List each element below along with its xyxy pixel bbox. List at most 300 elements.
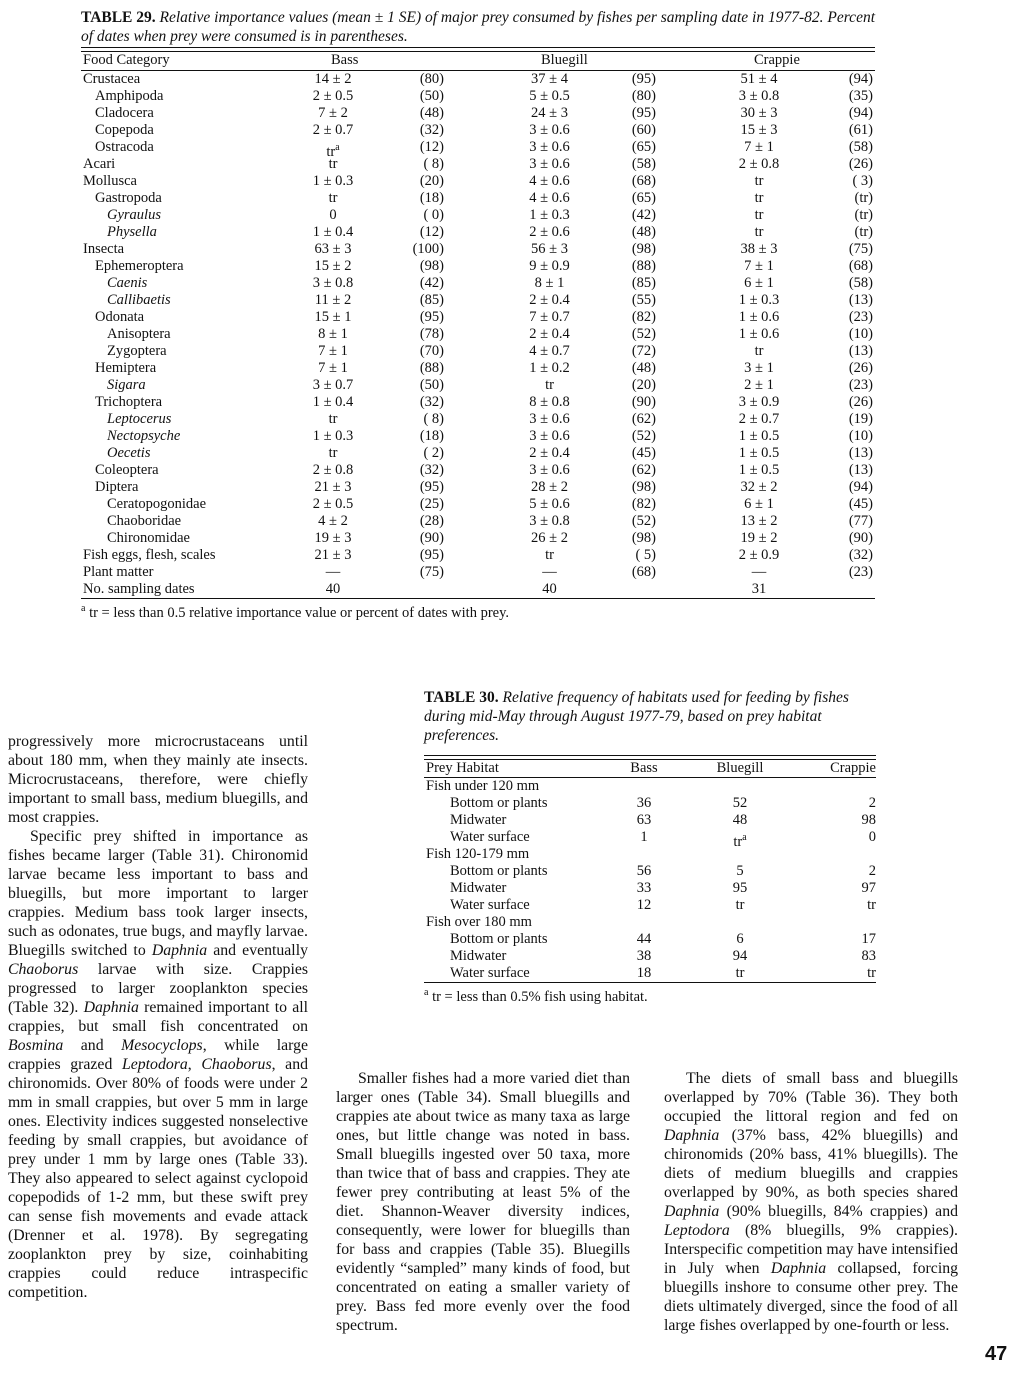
crappie-percent: (tr) — [854, 190, 873, 206]
crappie-value: 2 — [868, 795, 876, 811]
bluegill-percent: (52) — [631, 428, 656, 444]
bluegill-mean: 2 ± 0.4 — [529, 292, 570, 308]
table-row — [81, 224, 875, 241]
table-row — [424, 914, 876, 931]
bass-percent: (32) — [419, 462, 444, 478]
bluegill-value: 6 — [736, 931, 744, 947]
row-label: Nectopsyche — [107, 428, 181, 444]
bass-percent: (80) — [419, 71, 444, 87]
bluegill-mean: 2 ± 0.4 — [529, 445, 570, 461]
bluegill-percent: (98) — [631, 479, 656, 495]
row-label: Zygoptera — [107, 343, 167, 359]
crappie-percent: (26) — [848, 360, 873, 376]
bass-mean: tr — [328, 156, 338, 172]
bass-percent: (32) — [419, 394, 444, 410]
crappie-percent: (45) — [848, 496, 873, 512]
table-row — [81, 156, 875, 173]
table-row — [424, 931, 876, 948]
bluegill-mean: 3 ± 0.6 — [529, 122, 570, 138]
table-row — [81, 394, 875, 411]
bass-mean: 15 ± 2 — [314, 258, 352, 274]
bluegill-percent: (82) — [631, 496, 656, 512]
table-row — [424, 795, 876, 812]
crappie-value: 98 — [861, 812, 876, 828]
table30-header — [424, 760, 876, 778]
crappie-mean: 2 ± 0.8 — [738, 156, 780, 172]
row-label: Caenis — [107, 275, 148, 291]
crappie-mean: 2 ± 1 — [744, 377, 774, 393]
bass-value: 36 — [636, 795, 652, 811]
table-row — [81, 173, 875, 190]
bass-percent: (12) — [419, 224, 444, 240]
bluegill-mean: 8 ± 0.8 — [529, 394, 570, 410]
body-column-3 — [664, 1069, 958, 1335]
bluegill-percent: ( 5) — [635, 547, 656, 563]
paragraph: Specific prey shifted in importance as fishes became larger (Table 31). Chironomid larvae became less important to bass and bluegills, but more important to larger crappies. Medium bass took larger insects, such as odonates, true bugs, and mayfly larvae. Bluegills switched to Daphnia and eventually Chaoborus larvae with size. Crappies progressed to larger zooplankton species (Table 32). Daphnia remained important to all crappies, but small fish concentrated on Bosmina and Mesocyclops, while large crappies grazed Leptodora, Chaoborus, and chironomids. Over 80% of foods were under 2 mm in small crappies, but over 5 mm in large ones. Electivity indices suggested nonselective feeding by small crappies, but avoidance of prey under 1 mm by large ones (Table 33). They also appeared to select against cyclopoid copepodids of 1-2 mm, but these swift prey can sense fish movements and evade attack (Drenner et al. 1978). By segregating zooplankton prey by size, coinhabiting crappies could reduce intraspecific competition. — [8, 828, 308, 1301]
bluegill-mean: 5 ± 0.5 — [529, 88, 570, 104]
footnote-mark: a — [742, 832, 747, 843]
table-row — [81, 479, 875, 496]
table29-header — [81, 52, 875, 71]
row-label: Oecetis — [107, 445, 151, 461]
crappie-mean: 1 ± 0.5 — [738, 462, 780, 478]
crappie-mean: 1 ± 0.3 — [738, 292, 780, 308]
table-row — [424, 948, 876, 965]
bluegill-mean: 26 ± 2 — [531, 530, 568, 546]
crappie-value: 0 — [868, 829, 876, 845]
bass-percent: ( 8) — [423, 156, 444, 172]
table-row — [81, 428, 875, 445]
bass-percent: (32) — [419, 122, 444, 138]
row-label: Ostracoda — [95, 139, 154, 155]
crappie-percent: (94) — [848, 71, 873, 87]
row-label: Fish over 180 mm — [426, 914, 532, 930]
row-label: No. sampling dates — [83, 581, 195, 597]
table-row — [81, 207, 875, 224]
row-label: Midwater — [450, 812, 507, 828]
row-label: Ceratopogonidae — [107, 496, 207, 512]
table-row — [81, 564, 875, 581]
table-row — [81, 326, 875, 343]
crappie-percent: (23) — [848, 377, 873, 393]
bluegill-percent: (62) — [631, 411, 656, 427]
crappie-mean: 38 ± 3 — [740, 241, 778, 257]
crappie-mean: 31 — [751, 581, 767, 597]
row-label: Bottom or plants — [450, 795, 548, 811]
row-label: Chaoboridae — [107, 513, 182, 529]
header-bluegill: Bluegill — [541, 52, 588, 68]
row-label: Fish eggs, flesh, scales — [83, 547, 216, 563]
crappie-mean: 3 ± 0.8 — [738, 88, 780, 104]
crappie-mean: 1 ± 0.6 — [738, 326, 780, 342]
table-row — [424, 829, 876, 850]
bluegill-mean: 5 ± 0.6 — [529, 496, 570, 512]
row-label: Diptera — [95, 479, 139, 495]
crappie-percent: (10) — [848, 428, 873, 444]
bluegill-mean: 7 ± 0.7 — [529, 309, 570, 325]
header-prey-habitat: Prey Habitat — [426, 760, 499, 776]
bass-value: 12 — [636, 897, 652, 913]
table-row — [81, 292, 875, 309]
crappie-mean: 6 ± 1 — [744, 275, 774, 291]
crappie-percent: (94) — [848, 479, 873, 495]
bluegill-mean: 4 ± 0.7 — [529, 343, 570, 359]
bass-mean: 21 ± 3 — [314, 479, 352, 495]
table30-caption — [424, 688, 874, 745]
table-row — [81, 530, 875, 547]
crappie-mean: 1 ± 0.5 — [738, 428, 780, 444]
bass-percent: (100) — [412, 241, 444, 257]
bluegill-mean: 3 ± 0.6 — [529, 139, 570, 155]
bass-mean: 14 ± 2 — [314, 71, 352, 87]
bass-mean: 11 ± 2 — [314, 292, 352, 308]
bluegill-percent: (20) — [631, 377, 656, 393]
bluegill-value: 48 — [732, 812, 748, 828]
row-label: Leptocerus — [107, 411, 172, 427]
bass-percent: (18) — [419, 190, 444, 206]
row-label: Gastropoda — [95, 190, 162, 206]
bluegill-mean: 24 ± 3 — [531, 105, 568, 121]
bluegill-mean: — — [542, 564, 557, 580]
row-label: Midwater — [450, 948, 507, 964]
row-label: Copepoda — [95, 122, 154, 138]
body-column-2 — [336, 1069, 630, 1335]
crappie-percent: (32) — [848, 547, 873, 563]
crappie-percent: (tr) — [854, 224, 873, 240]
bass-mean: 2 ± 0.7 — [312, 122, 354, 138]
table-row — [81, 513, 875, 530]
bluegill-mean: 2 ± 0.4 — [529, 326, 570, 342]
bluegill-mean: 2 ± 0.6 — [529, 224, 570, 240]
row-label: Chironomidae — [107, 530, 190, 546]
crappie-percent: ( 3) — [852, 173, 873, 189]
row-label: Fish 120-179 mm — [426, 846, 530, 862]
bass-percent: (20) — [419, 173, 444, 189]
bluegill-mean: 37 ± 4 — [531, 71, 568, 87]
table30 — [424, 755, 876, 1006]
bluegill-percent: (85) — [631, 275, 656, 291]
row-label: Amphipoda — [95, 88, 164, 104]
bluegill-percent: (48) — [631, 360, 656, 376]
bluegill-mean: 28 ± 2 — [531, 479, 568, 495]
crappie-percent: (10) — [848, 326, 873, 342]
crappie-percent: (90) — [848, 530, 873, 546]
row-label: Callibaetis — [107, 292, 171, 308]
table-row — [81, 241, 875, 258]
row-label: Hemiptera — [95, 360, 157, 376]
bass-percent: (90) — [419, 530, 444, 546]
row-label: Anisoptera — [107, 326, 171, 342]
crappie-percent: (94) — [848, 105, 873, 121]
row-label: Fish under 120 mm — [426, 778, 540, 794]
bass-mean: 1 ± 0.4 — [312, 224, 354, 240]
bluegill-percent: (72) — [631, 343, 656, 359]
table-row — [81, 411, 875, 428]
bass-percent: (50) — [419, 377, 444, 393]
bass-mean-text: tr — [326, 143, 336, 160]
footnote-mark: a — [335, 142, 340, 153]
crappie-mean: 15 ± 3 — [740, 122, 778, 138]
bluegill-value: 5 — [736, 863, 744, 879]
crappie-mean: 6 ± 1 — [744, 496, 774, 512]
bass-mean: 7 ± 2 — [318, 105, 348, 121]
row-label: Crustacea — [83, 71, 141, 87]
page-number: 47 — [985, 1343, 1008, 1365]
bluegill-value: 52 — [732, 795, 748, 811]
table29-footnote — [81, 603, 875, 622]
bluegill-mean: 4 ± 0.6 — [529, 173, 570, 189]
table-row — [81, 258, 875, 275]
bass-percent: (12) — [419, 139, 444, 155]
bass-percent: ( 8) — [423, 411, 444, 427]
bass-mean: 1 ± 0.3 — [312, 428, 354, 444]
crappie-mean: 2 ± 0.7 — [738, 411, 780, 427]
bluegill-mean: 40 — [542, 581, 557, 597]
bluegill-percent: (98) — [631, 530, 656, 546]
row-label: Acari — [83, 156, 116, 172]
bass-percent: (25) — [419, 496, 444, 512]
row-label: Bottom or plants — [450, 863, 548, 879]
table-row — [81, 88, 875, 105]
bass-percent: (98) — [419, 258, 444, 274]
bluegill-percent: (45) — [631, 445, 656, 461]
bass-percent: (95) — [419, 547, 444, 563]
row-label: Mollusca — [83, 173, 137, 189]
bass-percent: (95) — [419, 479, 444, 495]
bass-mean: 2 ± 0.5 — [312, 496, 354, 512]
crappie-mean: 3 ± 0.9 — [738, 394, 780, 410]
bass-mean: 1 ± 0.4 — [312, 394, 354, 410]
crappie-percent: (13) — [848, 343, 873, 359]
bluegill-value: 94 — [732, 948, 748, 964]
crappie-mean: tr — [754, 173, 764, 189]
table-row — [424, 897, 876, 914]
bluegill-percent: (42) — [631, 207, 656, 223]
table-row — [81, 309, 875, 326]
footnote-text: tr = less than 0.5 relative importance value or percent of dates with prey. — [89, 604, 510, 621]
bass-percent: (28) — [419, 513, 444, 529]
table-row — [81, 122, 875, 139]
crappie-mean: tr — [754, 343, 764, 359]
bluegill-percent: (65) — [631, 190, 656, 206]
bluegill-mean: 56 ± 3 — [531, 241, 568, 257]
row-label: Coleoptera — [95, 462, 159, 478]
bluegill-percent: (90) — [631, 394, 656, 410]
bass-mean: 2 ± 0.8 — [312, 462, 354, 478]
bluegill-mean: tr — [545, 377, 554, 393]
bluegill-mean: 3 ± 0.8 — [529, 513, 570, 529]
bluegill-mean: 1 ± 0.3 — [529, 207, 570, 223]
table-row — [81, 343, 875, 360]
bluegill-percent: (55) — [631, 292, 656, 308]
bluegill-mean: 1 ± 0.2 — [529, 360, 570, 376]
table29-caption-text: Relative importance values (mean ± 1 SE) of major prey consumed by fishes per sampling date in 1977-82. Percent of dates when prey were consumed is in parentheses. — [81, 9, 875, 45]
table-row — [81, 105, 875, 122]
bass-value: 44 — [636, 931, 652, 947]
crappie-percent: (61) — [848, 122, 873, 138]
bass-value: 18 — [636, 965, 652, 981]
crappie-percent: (77) — [848, 513, 873, 529]
bass-percent: (42) — [419, 275, 444, 291]
table-row — [81, 547, 875, 564]
footnote-mark: a — [81, 603, 86, 614]
header-bass: Bass — [331, 52, 359, 68]
row-label: Water surface — [450, 897, 530, 913]
bluegill-percent: (52) — [631, 326, 656, 342]
crappie-value: 97 — [861, 880, 876, 896]
crappie-percent: (13) — [848, 292, 873, 308]
bluegill-percent: (88) — [631, 258, 656, 274]
bass-mean: 7 ± 1 — [318, 360, 348, 376]
crappie-mean: 1 ± 0.6 — [738, 309, 780, 325]
bluegill-percent: (95) — [631, 105, 656, 121]
table30-label: TABLE 30. — [424, 689, 499, 706]
bluegill-percent: (98) — [631, 241, 656, 257]
crappie-percent: (tr) — [854, 207, 873, 223]
row-label: Gyraulus — [107, 207, 161, 223]
bluegill-percent: (52) — [631, 513, 656, 529]
footnote-mark: a — [424, 987, 429, 998]
table30-body — [424, 778, 876, 982]
header-bass: Bass — [630, 760, 658, 776]
crappie-mean: 1 ± 0.5 — [738, 445, 780, 461]
crappie-percent: (75) — [848, 241, 873, 257]
crappie-percent: (35) — [848, 88, 873, 104]
table-row — [424, 880, 876, 897]
row-label: Midwater — [450, 880, 507, 896]
bass-mean: 3 ± 0.8 — [312, 275, 354, 291]
bass-mean: — — [325, 564, 341, 580]
bass-value: 1 — [640, 829, 648, 845]
header-crappie: Crappie — [754, 52, 800, 68]
bluegill-percent: (65) — [631, 139, 656, 155]
bass-percent: (48) — [419, 105, 444, 121]
table-row — [81, 139, 875, 160]
footnote-text: tr = less than 0.5% fish using habitat. — [432, 988, 648, 1005]
bass-percent: (78) — [419, 326, 444, 342]
bass-mean: 4 ± 2 — [318, 513, 348, 529]
bluegill-mean: 8 ± 1 — [534, 275, 565, 291]
crappie-mean: 3 ± 1 — [744, 360, 774, 376]
header-bluegill: Bluegill — [716, 760, 764, 776]
table-row — [81, 462, 875, 479]
table29-body — [81, 71, 875, 598]
crappie-percent: (26) — [848, 156, 873, 172]
bluegill-percent: (62) — [631, 462, 656, 478]
crappie-percent: (19) — [848, 411, 873, 427]
row-label: Plant matter — [83, 564, 154, 580]
row-label: Insecta — [83, 241, 125, 257]
bass-percent: (75) — [419, 564, 444, 580]
bass-mean: 0 — [329, 207, 337, 223]
table-row — [424, 812, 876, 829]
row-label: Odonata — [95, 309, 145, 325]
body-column-1 — [8, 732, 308, 1302]
bluegill-mean: tr — [545, 547, 554, 563]
crappie-value: 2 — [868, 863, 876, 879]
bass-percent: (85) — [419, 292, 444, 308]
table-row — [81, 445, 875, 462]
crappie-mean: 30 ± 3 — [740, 105, 778, 121]
bluegill-percent: (58) — [631, 156, 656, 172]
table-row — [81, 275, 875, 292]
bass-mean: 2 ± 0.5 — [312, 88, 354, 104]
crappie-mean: tr — [754, 207, 764, 223]
bluegill-mean: 4 ± 0.6 — [529, 190, 570, 206]
table30-footnote — [424, 987, 876, 1006]
bluegill-value: tr — [735, 897, 745, 913]
header-food-category: Food Category — [83, 52, 170, 68]
crappie-mean: 7 ± 1 — [744, 258, 774, 274]
table-row — [81, 377, 875, 394]
bass-mean: 19 ± 3 — [314, 530, 352, 546]
bluegill-percent: (82) — [631, 309, 656, 325]
bass-mean: tr — [328, 445, 338, 461]
table-row — [424, 778, 876, 795]
bass-mean: tr — [328, 190, 338, 206]
table-row — [81, 71, 875, 88]
bluegill-value: tr — [735, 965, 745, 981]
table-row — [424, 863, 876, 880]
crappie-mean: 2 ± 0.9 — [738, 547, 780, 563]
table30-bottom-rule — [424, 982, 876, 983]
crappie-percent: (58) — [848, 275, 873, 291]
table-row — [424, 965, 876, 982]
bluegill-percent: (48) — [631, 224, 656, 240]
bluegill-percent: (60) — [631, 122, 656, 138]
row-label: Ephemeroptera — [95, 258, 184, 274]
crappie-mean: 32 ± 2 — [740, 479, 778, 495]
crappie-mean: 13 ± 2 — [740, 513, 778, 529]
bluegill-value-text: tr — [733, 833, 743, 850]
crappie-percent: (68) — [848, 258, 873, 274]
bass-percent: (95) — [419, 309, 444, 325]
bass-percent: (18) — [419, 428, 444, 444]
table-row — [81, 581, 875, 598]
crappie-mean: tr — [754, 190, 764, 206]
bluegill-percent: (80) — [631, 88, 656, 104]
bass-value: 33 — [636, 880, 652, 896]
paragraph: progressively more microcrustaceans until about 180 mm, when they mainly ate insects. Microcrustaceans, therefore, were chiefly important to small bass, medium bluegills, and most crappies. — [8, 733, 308, 826]
bass-mean: 3 ± 0.7 — [312, 377, 354, 393]
crappie-value: tr — [867, 965, 876, 981]
bass-value: 63 — [636, 812, 652, 828]
bluegill-mean: 3 ± 0.6 — [529, 462, 570, 478]
bluegill-percent: (68) — [631, 564, 656, 580]
bass-mean: 21 ± 3 — [314, 547, 352, 563]
row-label: Water surface — [450, 829, 530, 845]
row-label: Water surface — [450, 965, 530, 981]
bass-mean: 8 ± 1 — [318, 326, 348, 342]
crappie-percent: (58) — [848, 139, 873, 155]
bass-percent: ( 0) — [423, 207, 444, 223]
table-row — [424, 846, 876, 863]
bass-mean: 40 — [325, 581, 341, 597]
row-label: Trichoptera — [95, 394, 163, 410]
table29-label: TABLE 29. — [81, 9, 156, 26]
crappie-mean: tr — [754, 224, 764, 240]
crappie-percent: (23) — [848, 564, 873, 580]
bluegill-mean: 9 ± 0.9 — [529, 258, 570, 274]
table29-caption — [81, 8, 881, 46]
bass-mean: 1 ± 0.3 — [312, 173, 354, 189]
bluegill-mean: 3 ± 0.6 — [529, 411, 570, 427]
crappie-percent: (23) — [848, 309, 873, 325]
bluegill-percent: (95) — [631, 71, 656, 87]
bass-percent: (50) — [419, 88, 444, 104]
bluegill-mean: 3 ± 0.6 — [529, 428, 570, 444]
table29 — [81, 47, 875, 622]
